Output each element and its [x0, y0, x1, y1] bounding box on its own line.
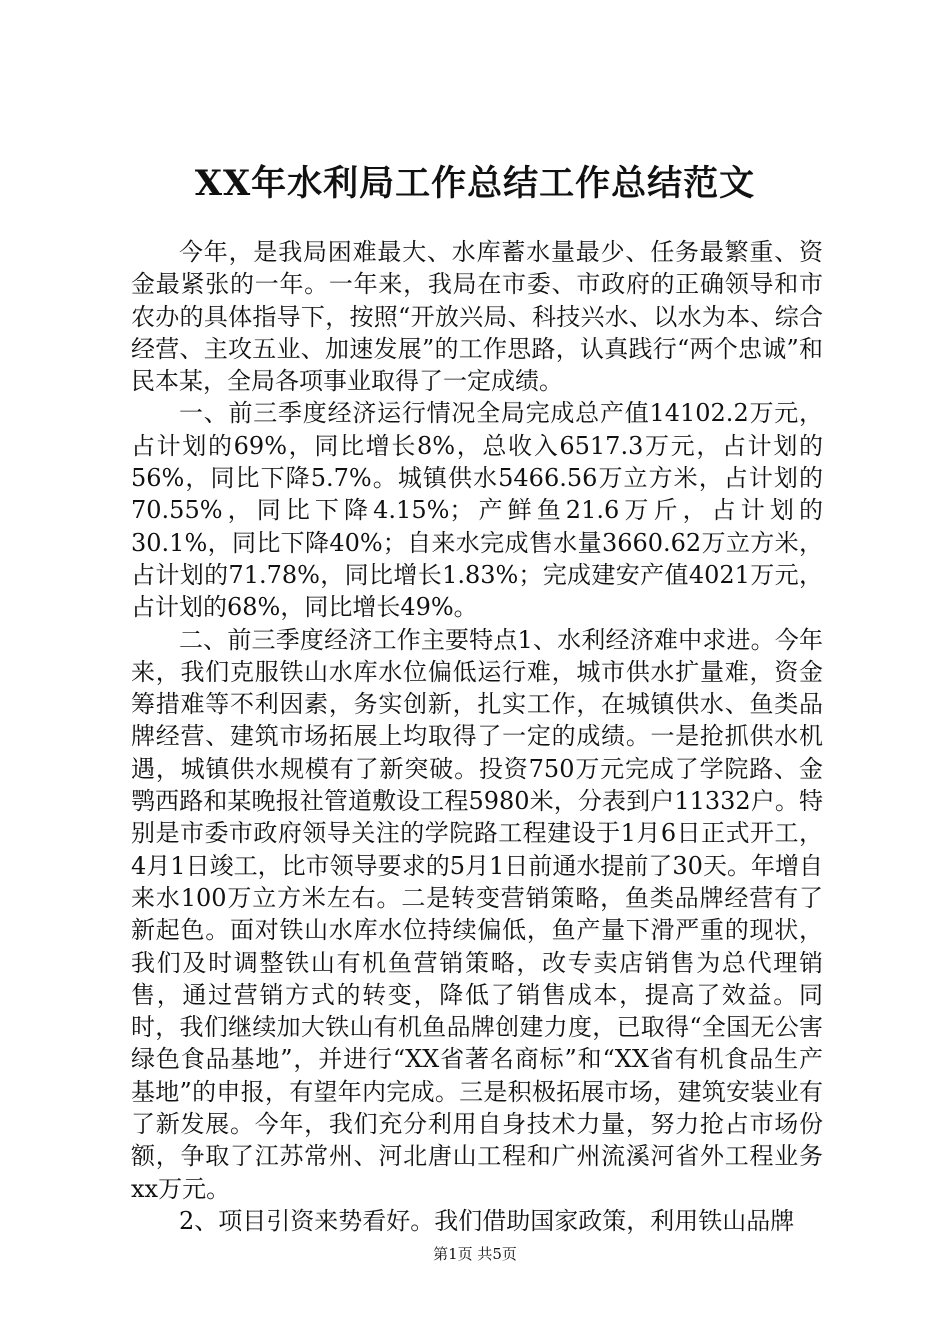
paragraph-intro: 今年，是我局困难最大、水库蓄水量最少、任务最繁重、资金最紧张的一年。一年来，我局在市委、市政府的正确领导和市农办的具体指导下，按照“开放兴局、科技兴水、以水为本、综合经营、主攻五业、加速发展”的工作思路，认真践行“两个忠诚”和民本某，全局各项事业取得了一定成绩。: [131, 238, 823, 396]
document-title: XX年水利局工作总结工作总结范文: [194, 163, 756, 204]
document-body: [131, 236, 823, 1237]
paragraph-main-features: 二、前三季度经济工作主要特点1、水利经济难中求进。今年来，我们克服铁山水库水位偏低运行难，城市供水扩量难，资金筹措难等不利因素，务实创新，扎实工作，在城镇供水、鱼类品牌经营、建筑市场拓展上均取得了一定的成绩。一是抢抓供水机遇，城镇供水规模有了新突破。投资750万元完成了学院路、金鹗西路和某晚报社管道敷设工程5980米，分表到户11332户。特别是市委市政府领导关注的学院路工程建设于1月6日正式开工，4月1日竣工，比市领导要求的5月1日前通水提前了30天。年增自来水100万立方米左右。二是转变营销策略，鱼类品牌经营有了新起色。面对铁山水库水位持续偏低，鱼产量下滑严重的现状，我们及时调整铁山有机鱼营销策略，改专卖店销售为总代理销售，通过营销方式的转变，降低了销售成本，提高了效益。同时，我们继续加大铁山有机鱼品牌创建力度，已取得“全国无公害绿色食品基地”，并进行“XX省著名商标”和“XX省有机食品生产基地”的申报，有望年内完成。三是积极拓展市场，建筑安装业有了新发展。今年，我们充分利用自身技术力量，努力抢占市场份额，争取了江苏常州、河北唐山工程和广州流溪河省外工程业务xx万元。: [131, 625, 823, 1203]
page-number: 第1页 共5页: [433, 1245, 517, 1263]
paragraph-project-investment: 2、项目引资来势看好。我们借助国家政策，利用铁山品牌: [179, 1206, 795, 1235]
paragraph-economic-overview: 一、前三季度经济运行情况全局完成总产值14102.2万元，占计划的69%，同比增长8%，总收入6517.3万元，占计划的56%，同比下降5.7%。城镇供水5466.56万立方米，占计划的70.55%，同比下降4.15%；产鲜鱼21.6万斤，占计划的30.1%，同比下降40%；自来水完成售水量3660.62万立方米，占计划的71.78%，同比增长1.83%；完成建安产值4021万元，占计划的68%，同比增长49%。: [131, 399, 823, 622]
